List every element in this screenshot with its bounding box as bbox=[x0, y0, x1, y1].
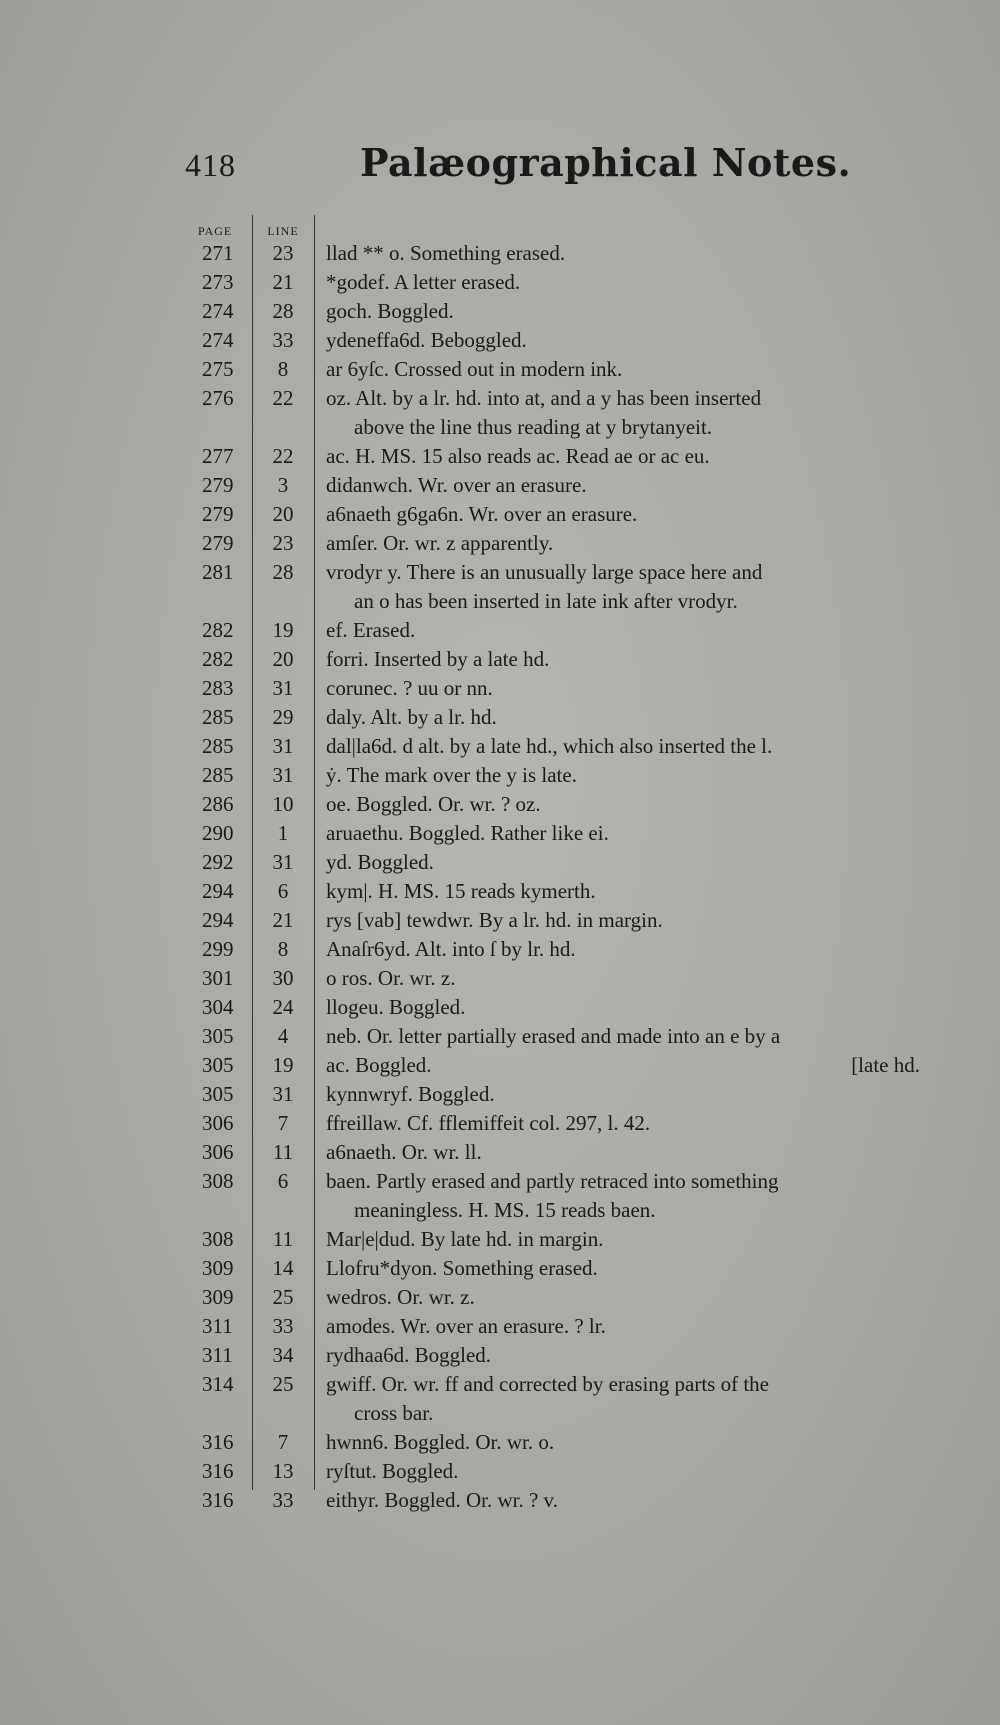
note-text bbox=[314, 732, 920, 761]
note-text bbox=[314, 906, 920, 935]
line-ref: 31 bbox=[272, 850, 294, 874]
note-text bbox=[314, 1370, 920, 1428]
line-ref: 25 bbox=[272, 1372, 294, 1396]
notes-table bbox=[180, 213, 920, 1515]
note-text bbox=[314, 877, 920, 906]
note-text bbox=[314, 848, 920, 877]
note-main: vrodyr y. There is an unusually large space here and bbox=[326, 560, 763, 584]
line-ref: 33 bbox=[272, 328, 294, 352]
note-margin-text: [late hd. bbox=[851, 1053, 920, 1077]
table-row bbox=[180, 674, 920, 703]
table-row bbox=[180, 326, 920, 355]
note-text bbox=[314, 616, 920, 645]
table-row bbox=[180, 1341, 920, 1370]
note-main: ffreillaw. Cf. fflemiffeit col. 297, l. 42. bbox=[326, 1111, 651, 1135]
table-row bbox=[180, 529, 920, 558]
page-ref: 301 bbox=[202, 966, 234, 990]
table-row bbox=[180, 616, 920, 645]
note-text bbox=[314, 268, 920, 297]
table-row bbox=[180, 1022, 920, 1051]
line-ref: 23 bbox=[272, 531, 294, 555]
note-main: rydhaa6d. Boggled. bbox=[326, 1343, 492, 1367]
note-main: Anaſr6yd. Alt. into ſ by lr. hd. bbox=[326, 937, 576, 961]
table-row bbox=[180, 906, 920, 935]
note-continuation: meaningless. H. MS. 15 reads baen. bbox=[354, 1198, 656, 1222]
page-ref: 285 bbox=[202, 734, 234, 758]
note-text bbox=[314, 935, 920, 964]
table-row bbox=[180, 1109, 920, 1138]
note-text bbox=[314, 1457, 920, 1486]
page-ref: 283 bbox=[202, 676, 234, 700]
line-ref: 25 bbox=[272, 1285, 294, 1309]
line-ref: 1 bbox=[277, 821, 289, 845]
note-text bbox=[314, 1109, 920, 1138]
line-ref: 31 bbox=[272, 1082, 294, 1106]
note-text bbox=[314, 645, 920, 674]
note-main: hwnn6. Boggled. Or. wr. o. bbox=[326, 1430, 555, 1454]
note-text bbox=[314, 819, 920, 848]
page-ref: 305 bbox=[202, 1024, 234, 1048]
table-row bbox=[180, 1370, 920, 1428]
note-text bbox=[314, 442, 920, 471]
line-ref: 22 bbox=[272, 444, 294, 468]
line-ref: 22 bbox=[272, 386, 294, 410]
page-ref: 306 bbox=[202, 1111, 234, 1135]
page-ref: 274 bbox=[202, 299, 234, 323]
note-main: a6naeth. Or. wr. ll. bbox=[326, 1140, 482, 1164]
line-ref: 33 bbox=[272, 1314, 294, 1338]
note-text bbox=[314, 355, 920, 384]
note-text bbox=[314, 1080, 920, 1109]
note-main: eithyr. Boggled. Or. wr. ? v. bbox=[326, 1488, 558, 1512]
note-text bbox=[314, 674, 920, 703]
table-row bbox=[180, 384, 920, 442]
note-text bbox=[314, 1022, 920, 1051]
page-ref: 281 bbox=[202, 560, 234, 584]
note-text bbox=[314, 964, 920, 993]
note-main: amodes. Wr. over an erasure. ? lr. bbox=[326, 1314, 606, 1338]
line-ref: 21 bbox=[272, 908, 294, 932]
page-ref: 305 bbox=[202, 1053, 234, 1077]
line-ref: 20 bbox=[272, 502, 294, 526]
line-ref: 31 bbox=[272, 763, 294, 787]
note-main: corunec. ? uu or nn. bbox=[326, 676, 493, 700]
page-column-header: PAGE bbox=[198, 224, 233, 238]
note-text bbox=[314, 471, 920, 500]
table-row bbox=[180, 1138, 920, 1167]
note-text bbox=[314, 1225, 920, 1254]
note-main: baen. Partly erased and partly retraced into something bbox=[326, 1169, 779, 1193]
note-main: neb. Or. letter partially erased and made into an e by a bbox=[326, 1024, 781, 1048]
table-row bbox=[180, 1283, 920, 1312]
note-continuation: an o has been inserted in late ink after vrodyr. bbox=[354, 589, 738, 613]
page-number: 418 bbox=[185, 147, 236, 183]
note-text bbox=[314, 529, 920, 558]
table-row bbox=[180, 1225, 920, 1254]
note-main: oe. Boggled. Or. wr. ? oz. bbox=[326, 792, 541, 816]
page-ref: 304 bbox=[202, 995, 234, 1019]
table-row bbox=[180, 935, 920, 964]
page-ref: 294 bbox=[202, 908, 234, 932]
line-ref: 6 bbox=[277, 879, 289, 903]
line-ref: 23 bbox=[272, 241, 294, 265]
line-ref: 29 bbox=[272, 705, 294, 729]
note-text bbox=[314, 1312, 920, 1341]
note-text bbox=[314, 703, 920, 732]
page-ref: 290 bbox=[202, 821, 234, 845]
table-row bbox=[180, 848, 920, 877]
line-ref: 33 bbox=[272, 1488, 294, 1512]
line-ref: 13 bbox=[272, 1459, 294, 1483]
table-row bbox=[180, 645, 920, 674]
note-main: a6naeth g6ga6n. Wr. over an erasure. bbox=[326, 502, 638, 526]
table-row bbox=[180, 964, 920, 993]
note-main: kynnwryf. Boggled. bbox=[326, 1082, 495, 1106]
table-row bbox=[180, 297, 920, 326]
table-row bbox=[180, 558, 920, 616]
page-ref: 282 bbox=[202, 647, 234, 671]
page-ref: 285 bbox=[202, 763, 234, 787]
note-main: o ros. Or. wr. z. bbox=[326, 966, 456, 990]
line-ref: 11 bbox=[272, 1140, 294, 1164]
table-row bbox=[180, 1486, 920, 1515]
page-ref: 316 bbox=[202, 1488, 234, 1512]
note-text bbox=[314, 790, 920, 819]
notes-rows bbox=[180, 239, 920, 1515]
page-ref: 314 bbox=[202, 1372, 234, 1396]
note-text bbox=[314, 500, 920, 529]
note-main: Mar|e|dud. By late hd. in margin. bbox=[326, 1227, 604, 1251]
running-title: Palæographical Notes. bbox=[360, 140, 852, 185]
page-ref: 286 bbox=[202, 792, 234, 816]
table-row bbox=[180, 1428, 920, 1457]
column-rule bbox=[314, 215, 315, 1490]
table-row bbox=[180, 703, 920, 732]
note-main: kym|. H. MS. 15 reads kymerth. bbox=[326, 879, 596, 903]
page-ref: 279 bbox=[202, 473, 234, 497]
table-row bbox=[180, 1080, 920, 1109]
line-ref: 7 bbox=[277, 1111, 289, 1135]
note-main: yd. Boggled. bbox=[326, 850, 434, 874]
note-text bbox=[314, 993, 920, 1022]
table-row bbox=[180, 819, 920, 848]
note-main: goch. Boggled. bbox=[326, 299, 454, 323]
note-main: wedros. Or. wr. z. bbox=[326, 1285, 475, 1309]
line-ref: 30 bbox=[272, 966, 294, 990]
note-main: dal|la6d. d alt. by a late hd., which also inserted the l. bbox=[326, 734, 773, 758]
note-main: amſer. Or. wr. z apparently. bbox=[326, 531, 554, 555]
note-continuation: cross bar. bbox=[354, 1401, 434, 1425]
table-row bbox=[180, 1051, 920, 1080]
table-row bbox=[180, 1254, 920, 1283]
note-text bbox=[314, 1486, 920, 1515]
note-main: forri. Inserted by a late hd. bbox=[326, 647, 550, 671]
page-ref: 316 bbox=[202, 1459, 234, 1483]
page-ref: 285 bbox=[202, 705, 234, 729]
page-ref: 273 bbox=[202, 270, 234, 294]
page-ref: 308 bbox=[202, 1169, 234, 1193]
line-ref: 21 bbox=[272, 270, 294, 294]
note-text bbox=[314, 761, 920, 790]
note-main: ef. Erased. bbox=[326, 618, 416, 642]
note-text bbox=[314, 1283, 920, 1312]
line-ref: 20 bbox=[272, 647, 294, 671]
note-main: ryſtut. Boggled. bbox=[326, 1459, 459, 1483]
page-ref: 294 bbox=[202, 879, 234, 903]
note-main: ydeneffa6d. Beboggled. bbox=[326, 328, 527, 352]
page-ref: 279 bbox=[202, 502, 234, 526]
note-text bbox=[314, 1138, 920, 1167]
note-main: llogeu. Boggled. bbox=[326, 995, 466, 1019]
table-row bbox=[180, 1167, 920, 1225]
line-ref: 6 bbox=[277, 1169, 289, 1193]
note-main: Llofru*dyon. Something erased. bbox=[326, 1256, 598, 1280]
page-ref: 308 bbox=[202, 1227, 234, 1251]
note-main: llad ** o. Something erased. bbox=[326, 241, 566, 265]
note-main: ar 6yſc. Crossed out in modern ink. bbox=[326, 357, 623, 381]
page-ref: 271 bbox=[202, 241, 234, 265]
table-row bbox=[180, 442, 920, 471]
note-main: oz. Alt. by a lr. hd. into at, and a y has been inserted bbox=[326, 386, 762, 410]
note-continuation: above the line thus reading at y brytanyeit. bbox=[354, 415, 713, 439]
table-row bbox=[180, 355, 920, 384]
column-rule bbox=[252, 215, 253, 1490]
note-text bbox=[314, 1254, 920, 1283]
table-row bbox=[180, 471, 920, 500]
table-row bbox=[180, 993, 920, 1022]
note-main: ac. Boggled. bbox=[326, 1053, 432, 1077]
table-header bbox=[180, 213, 920, 239]
page-ref: 311 bbox=[202, 1343, 233, 1367]
note-text bbox=[314, 297, 920, 326]
line-ref: 3 bbox=[277, 473, 289, 497]
page-ref: 282 bbox=[202, 618, 234, 642]
page-ref: 277 bbox=[202, 444, 234, 468]
note-main: rys [vab] tewdwr. By a lr. hd. in margin. bbox=[326, 908, 663, 932]
table-row bbox=[180, 500, 920, 529]
note-text bbox=[314, 239, 920, 268]
line-ref: 28 bbox=[272, 299, 294, 323]
note-text bbox=[314, 384, 920, 442]
line-ref: 8 bbox=[277, 937, 289, 961]
line-ref: 7 bbox=[277, 1430, 289, 1454]
page-ref: 311 bbox=[202, 1314, 233, 1338]
line-ref: 24 bbox=[272, 995, 294, 1019]
note-text bbox=[314, 1341, 920, 1370]
page-ref: 309 bbox=[202, 1256, 234, 1280]
line-ref: 10 bbox=[272, 792, 294, 816]
line-column-header: LINE bbox=[267, 224, 299, 238]
line-ref: 28 bbox=[272, 560, 294, 584]
line-ref: 19 bbox=[272, 1053, 294, 1077]
table-row bbox=[180, 268, 920, 297]
line-ref: 19 bbox=[272, 618, 294, 642]
table-row bbox=[180, 1312, 920, 1341]
page-ref: 274 bbox=[202, 328, 234, 352]
page-ref: 276 bbox=[202, 386, 234, 410]
page-ref: 306 bbox=[202, 1140, 234, 1164]
note-main: gwiff. Or. wr. ff and corrected by erasing parts of the bbox=[326, 1372, 769, 1396]
line-ref: 31 bbox=[272, 734, 294, 758]
table-row bbox=[180, 239, 920, 268]
table-row bbox=[180, 1457, 920, 1486]
page-ref: 279 bbox=[202, 531, 234, 555]
note-main: *godef. A letter erased. bbox=[326, 270, 521, 294]
table-row bbox=[180, 732, 920, 761]
note-main: daly. Alt. by a lr. hd. bbox=[326, 705, 497, 729]
page-ref: 309 bbox=[202, 1285, 234, 1309]
note-text bbox=[314, 1167, 920, 1225]
note-text bbox=[314, 326, 920, 355]
table-row bbox=[180, 761, 920, 790]
line-ref: 4 bbox=[277, 1024, 289, 1048]
line-ref: 34 bbox=[272, 1343, 294, 1367]
line-ref: 31 bbox=[272, 676, 294, 700]
line-ref: 11 bbox=[272, 1227, 294, 1251]
note-main: ẏ. The mark over the y is late. bbox=[326, 763, 577, 787]
line-ref: 8 bbox=[277, 357, 289, 381]
table-row bbox=[180, 877, 920, 906]
note-text bbox=[314, 558, 920, 616]
table-row bbox=[180, 790, 920, 819]
page-ref: 275 bbox=[202, 357, 234, 381]
note-text bbox=[314, 1051, 920, 1080]
note-main: aruaethu. Boggled. Rather like ei. bbox=[326, 821, 609, 845]
page-ref: 316 bbox=[202, 1430, 234, 1454]
page-ref: 299 bbox=[202, 937, 234, 961]
page-ref: 292 bbox=[202, 850, 234, 874]
note-text bbox=[314, 1428, 920, 1457]
line-ref: 14 bbox=[272, 1256, 294, 1280]
page-ref: 305 bbox=[202, 1082, 234, 1106]
note-main: didanwch. Wr. over an erasure. bbox=[326, 473, 587, 497]
note-main: ac. H. MS. 15 also reads ac. Read ae or ac eu. bbox=[326, 444, 710, 468]
